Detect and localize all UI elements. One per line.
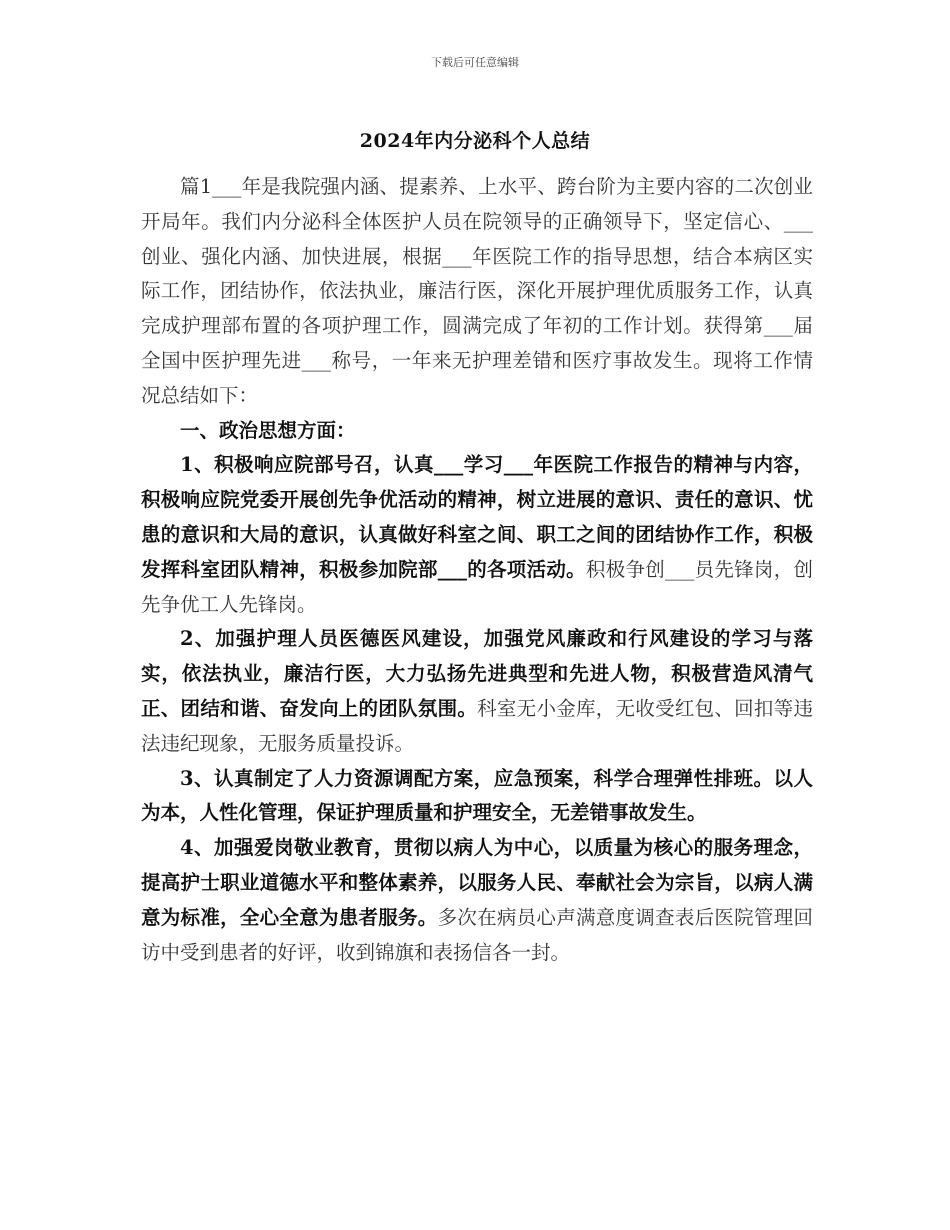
item-paragraph-2 — [141, 622, 813, 761]
item-4-normal-text: 多次在病员心声满意度调查表后医院管理回访中受到患者的好评，收到锦旗和表扬信各一封。 — [141, 905, 813, 964]
page-header-note: 下载后可任意编辑 — [431, 56, 519, 69]
item-paragraph-4 — [141, 831, 813, 970]
item-4-bold-text: 4、加强爱岗敬业教育，贯彻以病人为中心，以质量为核心的服务理念，提高护士职业道德水平和整体素养，以服务人民、奉献社会为宗旨，以病人满意为标准，全心全意为患者服务。 — [141, 836, 813, 929]
item-2-bold-text: 2、加强护理人员医德医风建设，加强党风廉政和行风建设的学习与落实，依法执业，廉洁行医，大力弘扬先进典型和先进人物，积极营造风清气正、团结和谐、奋发向上的团队氛围。 — [141, 627, 813, 720]
item-1-normal-text: 积极争创___员先锋岗，创先争优工人先锋岗。 — [141, 557, 813, 616]
item-1-bold-text: 1、积极响应院部号召，认真___学习___年医院工作报告的精神与内容，积极响应院党委开展创先争优活动的精神，树立进展的意识、责任的意识、忧患的意识和大局的意识，认真做好科室之间、职工之间的团结协作工作，积极发挥科室团队精神，积极参加院部___的各项活动。 — [141, 453, 813, 581]
document-body — [141, 170, 813, 970]
section-heading-politics: 一、政治思想方面： — [180, 418, 356, 442]
intro-paragraph: 篇1___年是我院强内涵、提素养、上水平、跨台阶为主要内容的二次创业开局年。我们内分泌科全体医护人员在院领导的正确领导下，坚定信心、___创业、强化内涵、加快进展，根据___年医院工作的指导思想，结合本病区实际工作，团结协作，依法执业，廉洁行医，深化开展护理优质服务工作，认真完成护理部布置的各项护理工作，圆满完成了年初的工作计划。获得第___届全国中医护理先进___称号，一年来无护理差错和医疗事故发生。现将工作情况总结如下： — [141, 175, 813, 407]
document-title: 2024年内分泌科个人总结 — [359, 130, 591, 152]
item-paragraph-1 — [141, 448, 813, 622]
item-paragraph-3 — [141, 762, 813, 832]
item-2-normal-text: 科室无小金库，无收受红包、回扣等违法违纪现象，无服务质量投诉。 — [141, 696, 813, 755]
item-3-bold-text: 3、认真制定了人力资源调配方案，应急预案，科学合理弹性排班。以人为本，人性化管理，保证护理质量和护理安全，无差错事故发生。 — [141, 766, 813, 825]
